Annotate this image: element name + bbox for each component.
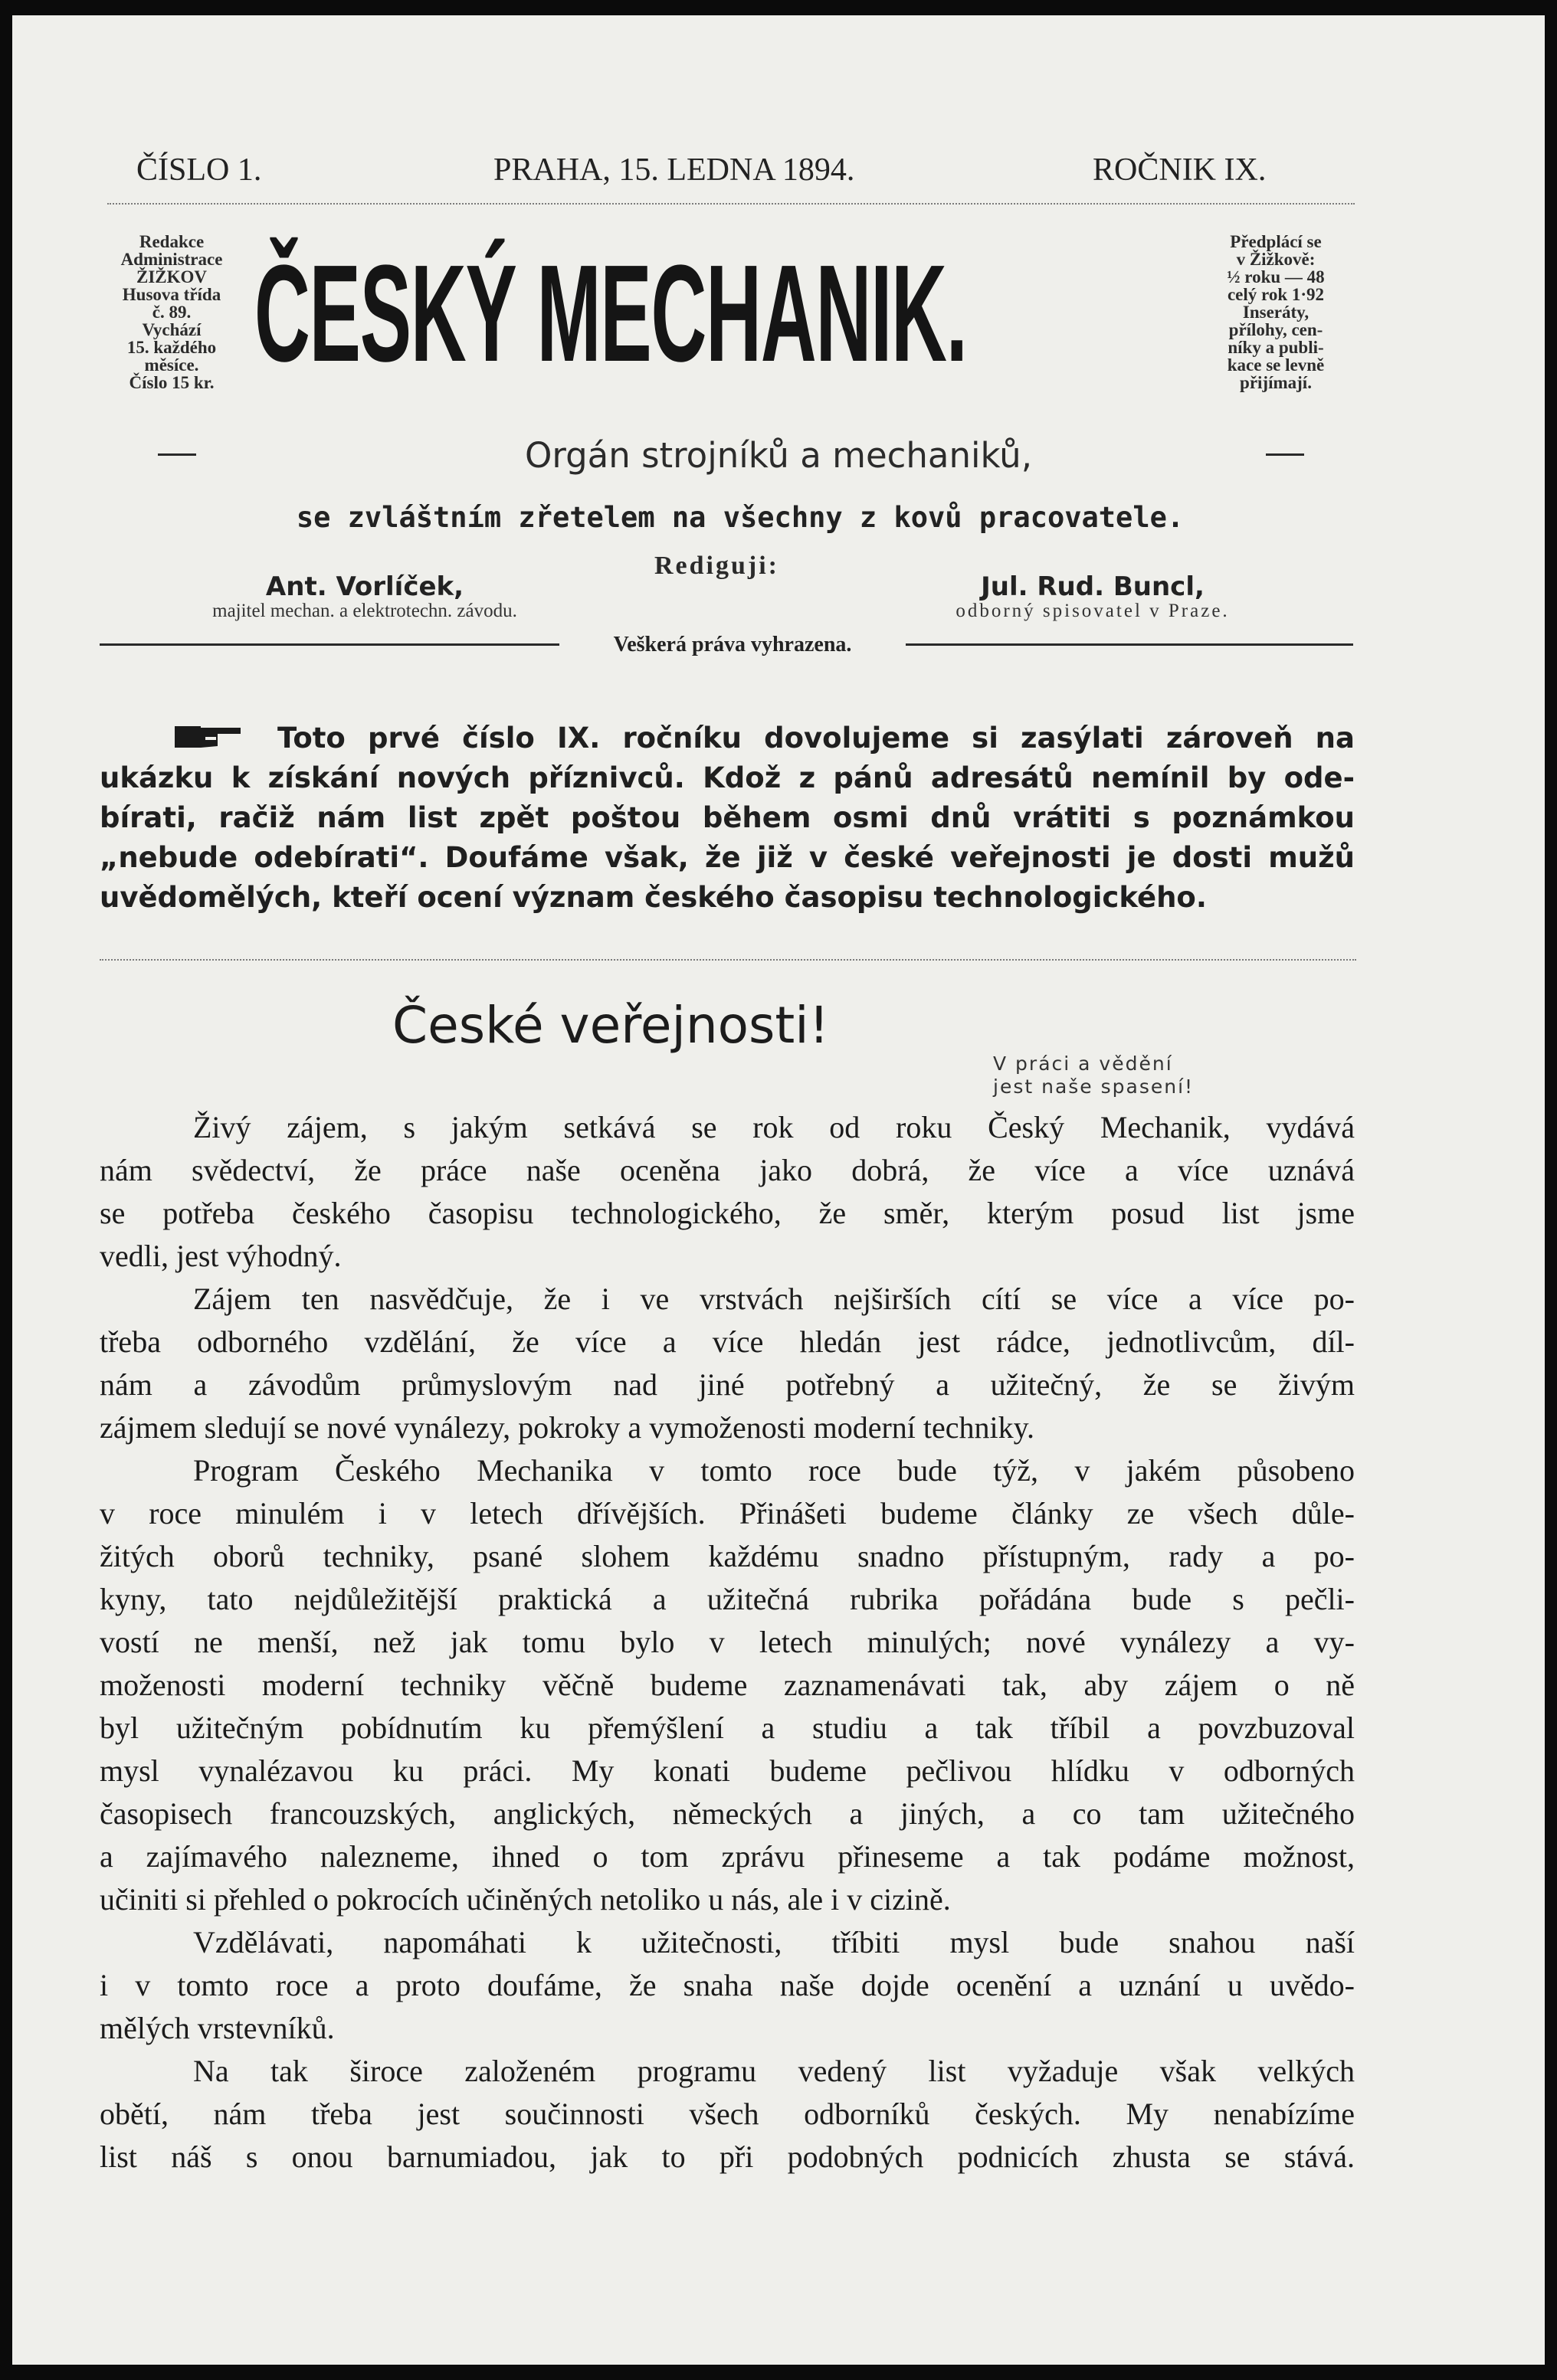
left-box-dash <box>158 453 196 456</box>
subscription-info-line: ½ roku — 48 <box>1227 267 1325 286</box>
article-line: se potřeba českého časopisu technologického, že směr, kterým posud list jsme <box>100 1196 1355 1230</box>
article-line: mysl vynalézavou ku práci. My konati budeme pečlivou hlídku v odborných <box>100 1753 1355 1788</box>
office-info-line: ŽIŽKOV <box>136 267 208 286</box>
notice-line: uvědomělých, kteří ocení význam českého časopisu technologického. <box>100 881 1207 914</box>
subscription-info <box>1188 233 1364 391</box>
editor-left-role: majitel mechan. a elektrotechn. závodu. <box>212 601 517 621</box>
newspaper-page <box>12 15 1545 2365</box>
dateline: PRAHA, 15. LEDNA 1894. <box>493 152 855 188</box>
article-line: Program Českého Mechanika v tomto roce bude týž, v jakém působeno <box>193 1453 1355 1488</box>
office-info-line: Administrace <box>120 250 223 269</box>
article-line: časopisech francouzských, anglických, německých a jiných, a co tam užitečného <box>100 1796 1355 1831</box>
notice-line: Toto prvé číslo IX. ročníku dovolujeme si zasýlati zároveň na <box>277 722 1355 755</box>
article-line: Vzdělávati, napomáhati k užitečnosti, tříbiti mysl bude snahou naší <box>193 1925 1355 1959</box>
editor-right-name: Jul. Rud. Buncl, <box>981 571 1205 602</box>
article-line: vostí ne menší, než jak tomu bylo v letech minulých; nové vynálezy a vy- <box>100 1625 1355 1659</box>
article-line: Na tak široce založeném programu vedený list vyžaduje však velkých <box>193 2054 1355 2088</box>
subscription-info-line: přílohy, cen- <box>1228 320 1323 339</box>
article-line: kyny, tato nejdůležitější praktická a užitečná rubrika pořádána bude s pečli- <box>100 1582 1355 1616</box>
issue-number: ČÍSLO 1. <box>136 152 262 188</box>
article-line: Zájem ten nasvědčuje, že i ve vrstvách nejširších cítí se více a více po- <box>193 1282 1355 1316</box>
article-line: a zajímavého nalezneme, ihned o tom zprávu přineseme a tak podáme možnost, <box>100 1839 1355 1874</box>
subscription-notice <box>100 719 1355 918</box>
article-line: zájmem sledují se nové vynálezy, pokroky a vymoženosti moderní techniky. <box>100 1410 1035 1445</box>
article-line: nám svědectví, že práce naše oceněna jako dobrá, že více a více uznává <box>100 1153 1355 1187</box>
rights-notice: Veškerá práva vyhrazena. <box>613 633 852 656</box>
office-info-line: Redakce <box>139 232 205 251</box>
notice-line: „nebude odebírati“. Doufáme však, že již v české veřejnosti je dosti mužů <box>100 841 1355 874</box>
masthead-title: ČESKÝ MECHANIK. <box>254 237 967 391</box>
office-info-line: měsíce. <box>144 355 199 375</box>
header-divider <box>107 203 1355 205</box>
editor-left-name: Ant. Vorlíček, <box>265 571 464 602</box>
article-line: i v tomto roce a proto doufáme, že snaha naše dojde ocenění a uznání u uvědo- <box>100 1968 1355 2002</box>
article-line: mělých vrstevníků. <box>100 2011 335 2045</box>
motto-line: V práci a vědění <box>993 1053 1173 1075</box>
motto-line: jest naše spasení! <box>993 1075 1195 1098</box>
rights-rule-right <box>906 643 1353 646</box>
office-info-line: č. 89. <box>152 303 192 322</box>
article-line: obětí, nám třeba jest součinnosti všech odborníků českých. My nenabízíme <box>100 2097 1355 2131</box>
article-line: učiniti si přehled o pokrocích učiněných netoliko u nás, ale i v cizině. <box>100 1882 951 1917</box>
article-line: byl užitečným pobídnutím ku přemýšlení a studiu a tak tříbil a povzbuzoval <box>100 1711 1355 1745</box>
subscription-info-line: Předplácí se <box>1230 232 1322 251</box>
subscription-info-line: Inseráty, <box>1242 303 1310 322</box>
article-line: moženosti moderní techniky věčně budeme zaznamenávati tak, aby zájem o ně <box>100 1668 1355 1702</box>
masthead-subtitle-2: se zvláštním zřetelem na všechny z kovů pracovatele. <box>296 501 1185 534</box>
subscription-info-line: níky a publi- <box>1228 338 1324 357</box>
volume: ROČNIK IX. <box>1093 152 1267 188</box>
article-line: žitých oborů techniky, psané slohem každému snadno přístupným, rady a po- <box>100 1539 1355 1573</box>
article-line: vedli, jest výhodný. <box>100 1239 342 1273</box>
masthead-subtitle: Orgán strojníků a mechaniků, <box>524 435 1032 476</box>
subscription-info-line: přijímají. <box>1240 373 1312 392</box>
subscription-info-line: celý rok 1·92 <box>1227 285 1325 304</box>
editor-right-role: odborný spisovatel v Praze. <box>956 601 1230 621</box>
editorial-office-info <box>86 233 257 391</box>
subscription-info-line: v Žižkově: <box>1236 250 1316 269</box>
article-title: České veřejnosti! <box>392 996 830 1055</box>
article-line: Živý zájem, s jakým setkává se rok od roku Český Mechanik, vydává <box>193 1110 1355 1144</box>
article-body <box>100 1106 1355 2179</box>
article-line: třeba odborného vzdělání, že více a více hledán jest rádce, jednotlivcům, díl- <box>100 1324 1355 1359</box>
article-motto <box>993 1053 1194 1098</box>
right-box-dash <box>1266 453 1304 456</box>
office-info-line: Vychází <box>142 320 202 339</box>
office-info-line: Husova třída <box>122 285 221 304</box>
notice-line: bírati, račiž nám list zpět poštou během osmi dnů vrátiti s poznámkou <box>100 801 1355 834</box>
article-line: nám a závodům průmyslovým nad jiné potřebný a užitečný, že se živým <box>100 1367 1355 1402</box>
office-info-line: Číslo 15 kr. <box>129 373 215 392</box>
notice-line: ukázku k získání nových příznivců. Kdož z pánů adresátů nemínil by ode- <box>100 761 1355 794</box>
article-divider <box>100 959 1356 961</box>
rights-rule-left <box>100 643 559 646</box>
article-line: list náš s onou barnumiadou, jak to při podobných podnicích zhusta se stává. <box>100 2139 1355 2174</box>
office-info-line: 15. každého <box>126 338 217 357</box>
subscription-info-line: kace se levně <box>1227 355 1325 375</box>
article-line: v roce minulém i v letech dřívějších. Přinášeti budeme články ze všech důle- <box>100 1496 1355 1530</box>
editors-label: Rediguji: <box>654 552 779 580</box>
